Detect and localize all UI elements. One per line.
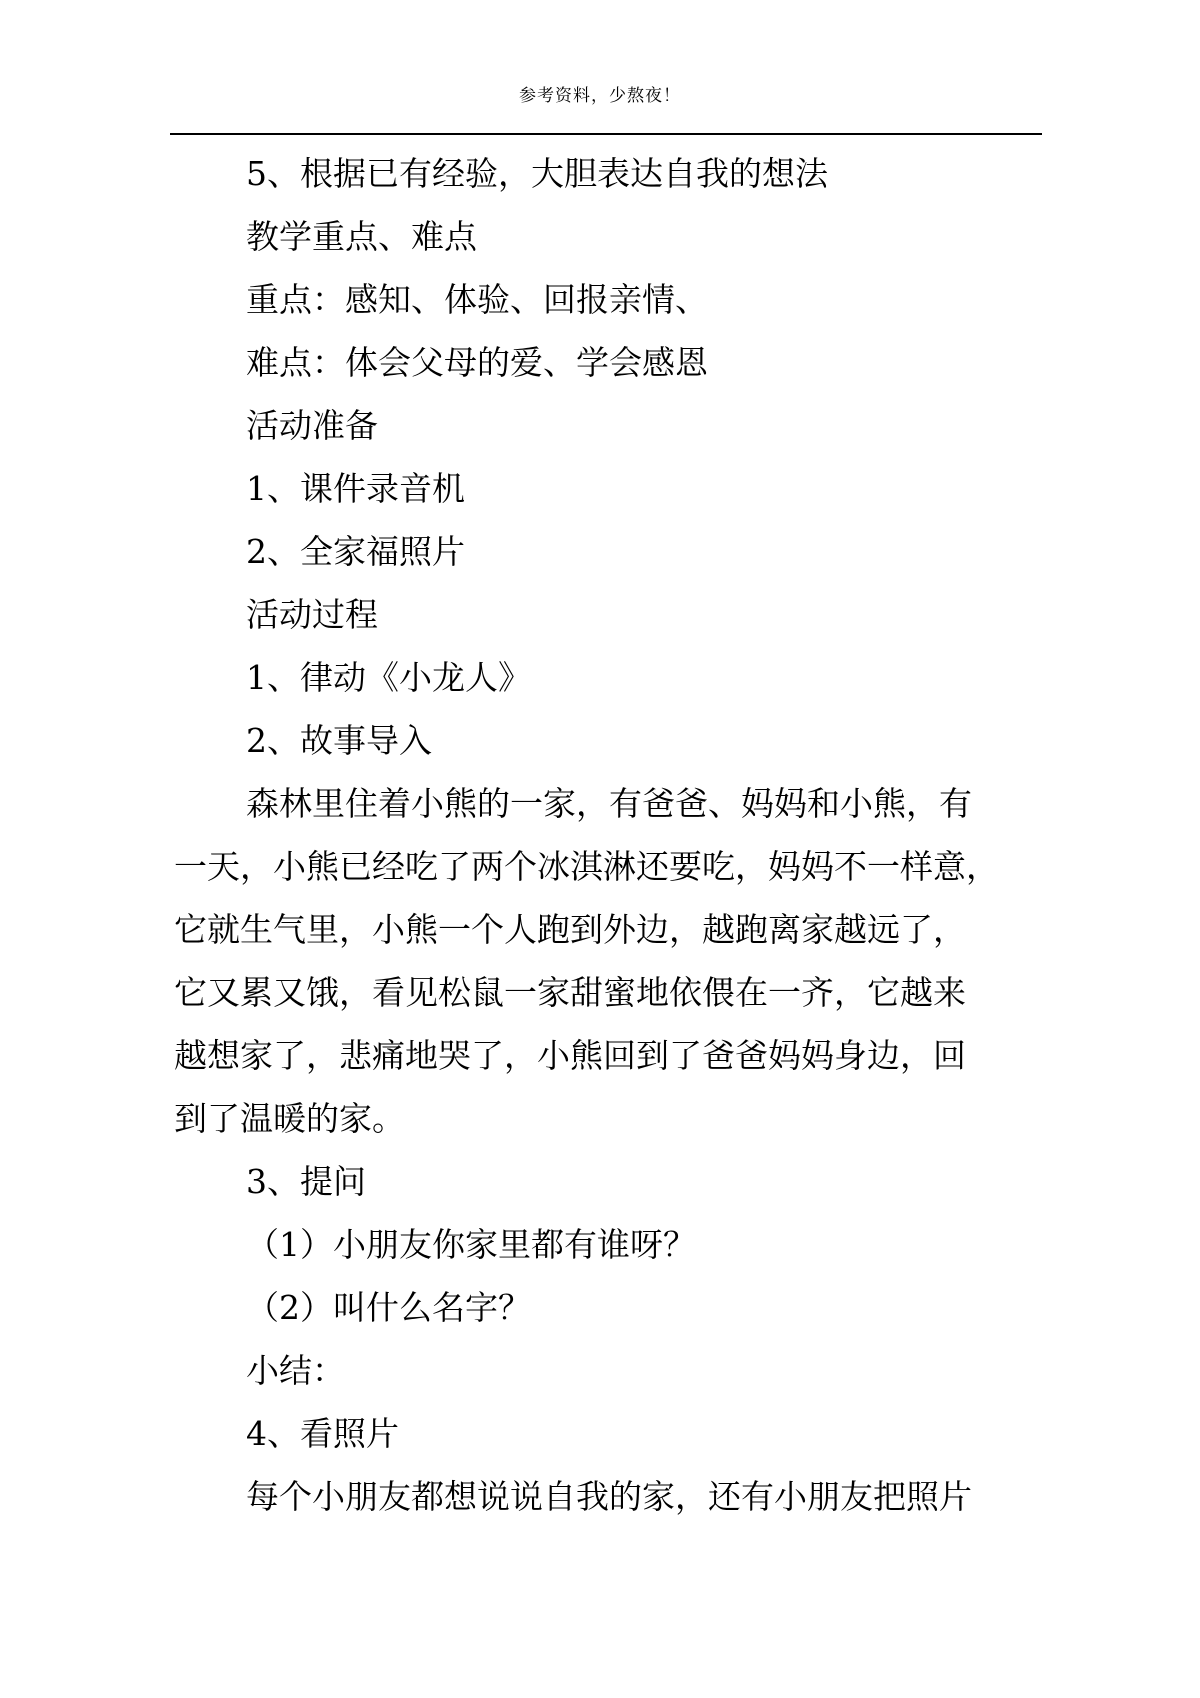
list-item: 2、故事导入 [246, 721, 432, 760]
section-heading: 活动过程 [246, 595, 378, 634]
text-line: 每个小朋友都想说说自我的家，还有小朋友把照片 [246, 1477, 972, 1516]
question-item: （1）小朋友你家里都有谁呀？ [246, 1225, 696, 1264]
list-item: 4、看照片 [246, 1414, 399, 1453]
list-item: 3、提问 [246, 1162, 366, 1201]
list-item: 1、律动《小龙人》 [246, 658, 531, 697]
question-item: （2）叫什么名字？ [246, 1288, 531, 1327]
text-line: 小结： [246, 1351, 345, 1390]
list-item: 1、课件录音机 [246, 469, 465, 508]
paragraph-line: 森林里住着小熊的一家，有爸爸、妈妈和小熊，有 [246, 784, 972, 823]
section-heading: 教学重点、难点 [246, 217, 477, 256]
section-heading: 活动准备 [246, 406, 378, 445]
paragraph-line: 它又累又饿，看见松鼠一家甜蜜地依偎在一齐，它越来 [174, 973, 966, 1012]
text-line: 重点：感知、体验、回报亲情、 [246, 280, 708, 319]
list-item: 2、全家福照片 [246, 532, 465, 571]
text-line: 难点：体会父母的爱、学会感恩 [246, 343, 708, 382]
text-line: 5、根据已有经验，大胆表达自我的想法 [246, 154, 828, 193]
paragraph-line: 越想家了，悲痛地哭了，小熊回到了爸爸妈妈身边，回 [174, 1036, 966, 1075]
header-divider [170, 133, 1042, 135]
page-header: 参考资料，少熬夜！ [519, 86, 681, 106]
paragraph-line: 一天，小熊已经吃了两个冰淇淋还要吃，妈妈不一样意， [174, 847, 999, 886]
paragraph-line: 它就生气里，小熊一个人跑到外边，越跑离家越远了， [174, 910, 966, 949]
document-body [174, 142, 1040, 1528]
paragraph-line: 到了温暖的家。 [174, 1099, 405, 1138]
story-paragraph [174, 772, 1040, 1150]
